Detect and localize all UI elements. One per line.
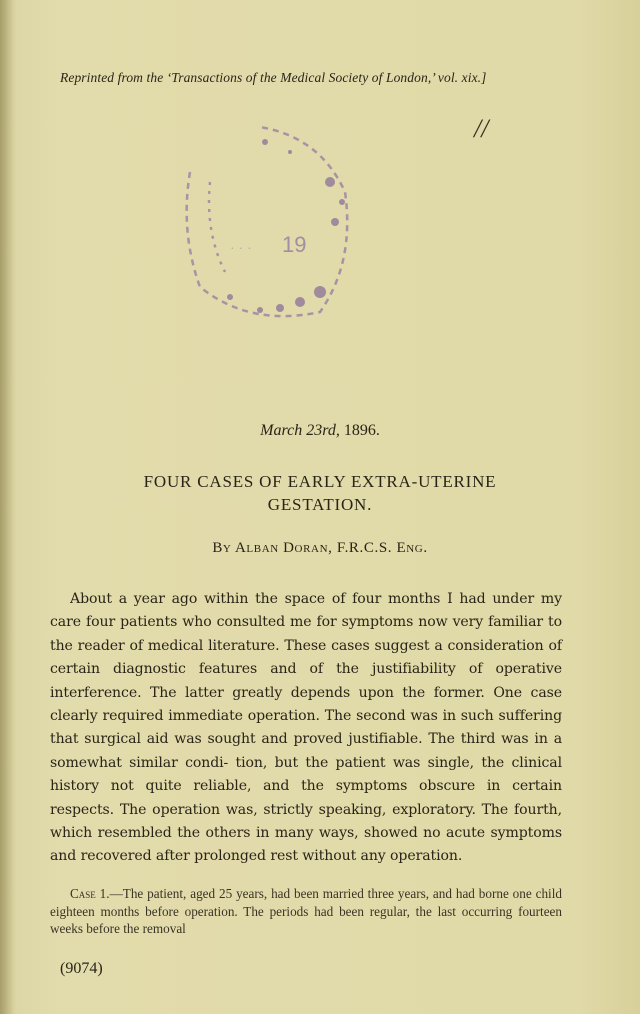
case-section xyxy=(50,885,562,938)
spine-shadow xyxy=(0,0,14,1014)
signature-number: (9074) xyxy=(60,960,103,977)
date-year: 1896. xyxy=(339,422,380,439)
case-paragraph xyxy=(50,885,562,938)
article-title xyxy=(40,470,600,516)
library-stamp xyxy=(170,112,360,327)
date-month-day: March 23rd, xyxy=(260,422,340,439)
stamp-number: 19 xyxy=(282,232,307,257)
title-line-1: FOUR CASES OF EARLY EXTRA-UTERINE xyxy=(143,472,497,491)
stamp-graphic xyxy=(170,112,360,327)
author-byline: By Alban Doran, F.R.C.S. Eng. xyxy=(212,540,428,556)
reprint-header: Reprinted from the ‘Transactions of the Medical Society of London,’ vol. xix.] xyxy=(60,70,487,85)
case-label: Case 1. xyxy=(70,886,110,901)
case-text: —The patient, aged 25 years, had been married three years, and had borne one child eighteen months before operation. The periods had been regular, the last occurring fourteen weeks before the removal xyxy=(50,886,562,937)
date-line xyxy=(0,422,640,440)
handwritten-mark: // xyxy=(474,114,489,143)
title-line-2: GESTATION. xyxy=(267,495,373,514)
body-paragraph: About a year ago within the space of four months I had under my care four patients who consulted me for symptoms now very familiar to the reader of medical literature. These cases suggest a consideration of certain diagnostic features and of the justifiability of operative interference. The latter greatly depends upon the former. One case clearly required immediate operation. The second was in such suffering that surgical aid was sought and proved justifiable. The third was in a somewhat similar condi- tion, but the patient was single, the clinical history not quite reliable, and the symptoms obscure in certain respects. The operation was, strictly speaking, exploratory. The fourth, which resembled the others in many ways, showed no acute symptoms and recovered after prolonged rest without any operation. xyxy=(50,591,562,865)
svg-text:· · ·: · · · xyxy=(230,239,252,255)
body-text xyxy=(50,588,562,869)
